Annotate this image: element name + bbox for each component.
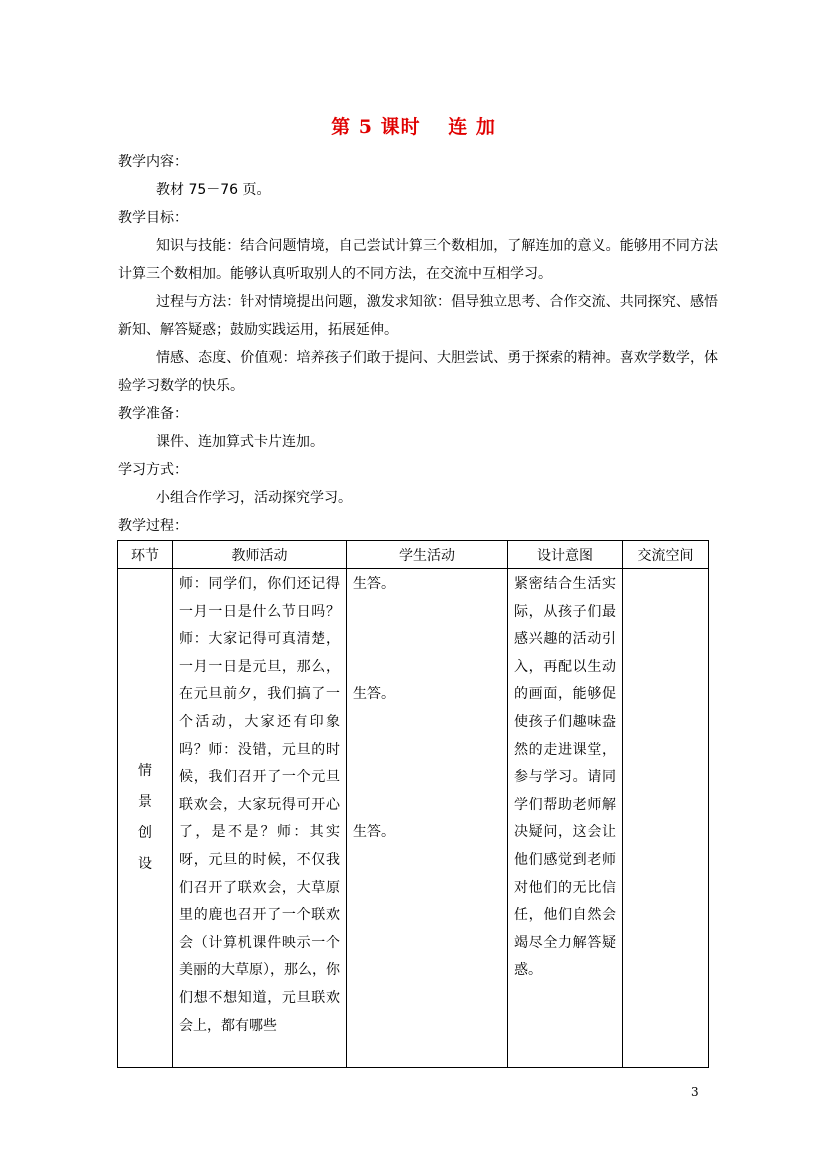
prep-label: 教学准备： — [118, 406, 188, 422]
lesson-title: 第 5 课时 连 加 — [331, 116, 496, 138]
header-exchange: 交流空间 — [623, 541, 709, 569]
goals-label: 教学目标： — [118, 210, 188, 226]
exchange-space-text — [623, 569, 708, 573]
exchange-space-cell — [623, 569, 709, 1068]
goal-emotion: 情感、态度、价值观：培养孩子们敢于提问、大胆尝试、勇于探索的精神。喜欢学数学，体验学习数学的快乐。 — [118, 350, 718, 394]
content-text: 教材 75－76 页。 — [156, 182, 271, 198]
design-intent-cell — [508, 569, 623, 1068]
lesson-plan-table — [117, 540, 709, 1068]
process-label: 教学过程： — [118, 518, 188, 534]
stage-char: 设 — [138, 856, 152, 872]
student-response: 生答。 — [353, 576, 395, 592]
stage-cell — [118, 569, 173, 1068]
goal-knowledge: 知识与技能：结合问题情境，自己尝试计算三个数相加，了解连加的意义。能够用不同方法计算三个数相加。能够认真听取别人的不同方法，在交流中互相学习。 — [118, 238, 718, 282]
header-teacher: 教师活动 — [173, 541, 347, 569]
header-design: 设计意图 — [508, 541, 623, 569]
table-header-row — [118, 541, 709, 569]
student-activity-cell — [347, 569, 508, 1068]
header-stage: 环节 — [118, 541, 173, 569]
method-label: 学习方式： — [118, 462, 188, 478]
page-number: 3 — [691, 1085, 699, 1099]
teacher-activity-cell — [173, 569, 347, 1068]
header-student: 学生活动 — [347, 541, 508, 569]
method-text: 小组合作学习，活动探究学习。 — [156, 490, 352, 506]
student-response: 生答。 — [353, 686, 395, 703]
design-intent-text: 紧密结合生活实际，从孩子们最感兴趣的活动引入，再配以生动的画面，能够促使孩子们趣味盎然的走进课堂，参与学习。请同学们帮助老师解决疑问，这会让他们感觉到老师对他们的无比信任，他们自然会竭尽全力解答疑惑。 — [514, 576, 616, 979]
table-row — [118, 569, 709, 1068]
stage-char: 情 — [138, 763, 152, 779]
content-label: 教学内容： — [118, 154, 188, 170]
goal-process: 过程与方法：针对情境提出问题，激发求知欲：倡导独立思考、合作交流、共同探究、感悟新知、解答疑惑；鼓励实践运用，拓展延伸。 — [118, 294, 718, 338]
stage-char: 创 — [138, 825, 152, 841]
prep-text: 课件、连加算式卡片连加。 — [156, 434, 324, 450]
teacher-activity-text: 师：同学们，你们还记得一月一日是什么节日吗？师：大家记得可真清楚，一月一日是元旦，那么，在元旦前夕，我们搞了一个活动，大家还有印象吗？师：没错，元旦的时候，我们召开了一个元旦联欢会，大家玩得可开心了，是不是？师：其实呀，元旦的时候，不仅我们召开了联欢会，大草原里的鹿也召开了一个联欢会（计算机课件映示一个美丽的大草原），那么，你们想不想知道，元旦联欢会上，都有哪些 — [179, 576, 340, 1034]
student-response: 生答。 — [353, 824, 395, 841]
stage-char: 景 — [138, 794, 152, 810]
